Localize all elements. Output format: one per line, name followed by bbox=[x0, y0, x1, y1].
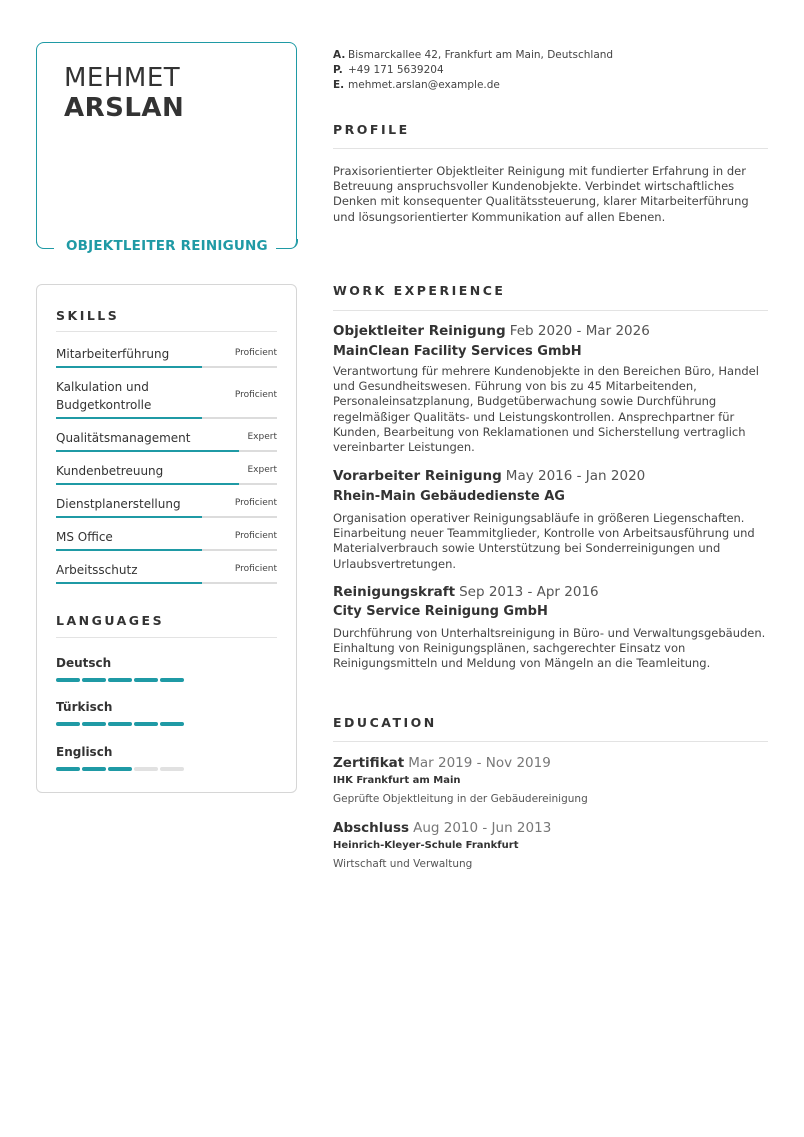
skill-bar-fill bbox=[56, 417, 202, 419]
education-header bbox=[333, 755, 551, 771]
skill-level: Proficient bbox=[234, 498, 277, 508]
skill-bar-fill bbox=[56, 450, 239, 452]
skill-name: Kalkulation und Budgetkontrolle bbox=[56, 380, 152, 412]
skill-name: Mitarbeiterführung bbox=[56, 347, 170, 361]
profile-heading: PROFILE bbox=[333, 122, 410, 137]
education-dates: Mar 2019 - Nov 2019 bbox=[408, 755, 551, 771]
skill-bar-fill bbox=[56, 366, 202, 368]
language-item bbox=[56, 745, 112, 759]
language-name: Englisch bbox=[56, 745, 113, 759]
education-field: Wirtschaft und Verwaltung bbox=[333, 858, 473, 870]
level-dot-filled bbox=[134, 678, 158, 682]
education-dates: Aug 2010 - Jun 2013 bbox=[413, 820, 552, 836]
address-value: Bismarckallee 42, Frankfurt am Main, Deutschland bbox=[348, 49, 614, 61]
contact-phone bbox=[333, 64, 444, 76]
experience-divider bbox=[333, 310, 768, 311]
first-name: MEHMET bbox=[64, 63, 181, 93]
contact-email bbox=[333, 79, 500, 91]
job-dates: Sep 2013 - Apr 2016 bbox=[459, 584, 599, 600]
level-dot-filled bbox=[108, 722, 132, 726]
education-degree: Zertifikat bbox=[333, 755, 405, 771]
job-title: Vorarbeiter Reinigung bbox=[333, 468, 502, 484]
skills-heading: SKILLS bbox=[56, 308, 120, 323]
skill-bar-fill bbox=[56, 582, 202, 584]
skills-divider bbox=[56, 331, 277, 332]
language-level-dots bbox=[56, 722, 191, 726]
skill-level: Proficient bbox=[234, 564, 277, 574]
contact-address bbox=[333, 49, 613, 61]
education-school: IHK Frankfurt am Main bbox=[333, 775, 461, 786]
job-company: City Service Reinigung GmbH bbox=[333, 604, 548, 619]
skill-item bbox=[56, 462, 277, 480]
email-label: E. bbox=[333, 79, 345, 91]
job-header bbox=[333, 584, 599, 600]
level-dot-filled bbox=[108, 678, 132, 682]
education-field: Geprüfte Objektleitung in der Gebäudereinigung bbox=[333, 793, 588, 805]
job-title: Objektleiter Reinigung bbox=[333, 323, 506, 339]
skill-item bbox=[56, 495, 277, 513]
skill-bar-fill bbox=[56, 516, 202, 518]
level-dot-filled bbox=[160, 722, 184, 726]
skill-bar-fill bbox=[56, 483, 239, 485]
language-name: Deutsch bbox=[56, 656, 112, 670]
name-box-corner-left bbox=[36, 239, 54, 249]
job-description: Organisation operativer Reinigungsabläufe in größeren Liegenschaften. Einarbeitung neuer Teammitglieder, Kontrolle von Arbeitsausführung und Materialverbrauch sowie Unterstützung bei Sonderreinigungen und Urlaubsvertretungen. bbox=[333, 511, 755, 571]
level-dot-empty bbox=[134, 767, 158, 771]
level-dot-filled bbox=[82, 678, 106, 682]
job-header bbox=[333, 323, 650, 339]
level-dot-filled bbox=[160, 678, 184, 682]
skill-bar-track bbox=[56, 450, 277, 452]
education-heading: EDUCATION bbox=[333, 715, 437, 730]
job-dates: May 2016 - Jan 2020 bbox=[505, 468, 646, 484]
language-item bbox=[56, 656, 111, 670]
language-level-dots bbox=[56, 767, 191, 771]
skill-bar-fill bbox=[56, 549, 202, 551]
level-dot-filled bbox=[82, 722, 106, 726]
experience-heading: WORK EXPERIENCE bbox=[333, 283, 506, 298]
language-item bbox=[56, 700, 112, 714]
job-company: Rhein-Main Gebäudedienste AG bbox=[333, 489, 565, 504]
education-header bbox=[333, 820, 551, 836]
job-title: OBJEKTLEITER REINIGUNG bbox=[58, 238, 276, 254]
level-dot-filled bbox=[56, 767, 80, 771]
name-box bbox=[36, 42, 297, 249]
skill-name: Kundenbetreuung bbox=[56, 464, 164, 478]
profile-text: Praxisorientierter Objektleiter Reinigung mit fundierter Erfahrung in der Betreuung anspruchsvoller Kundenobjekte. Verbindet wirtschaftliches Denken mit konsequenter Qualitätssteuerung, klarer Mitarbeiterführung und lösungsorientierter Kommunikation auf allen Ebenen. bbox=[333, 164, 749, 224]
skill-level: Expert bbox=[247, 465, 277, 475]
phone-label: P. bbox=[333, 64, 343, 76]
skill-level: Proficient bbox=[234, 348, 277, 358]
skill-name: Dienstplanerstellung bbox=[56, 497, 181, 511]
address-label: A. bbox=[333, 49, 346, 61]
skill-level: Expert bbox=[247, 432, 277, 442]
skill-bar-track bbox=[56, 483, 277, 485]
level-dot-filled bbox=[134, 722, 158, 726]
skills-languages-card bbox=[36, 284, 297, 793]
level-dot-filled bbox=[82, 767, 106, 771]
job-dates: Feb 2020 - Mar 2026 bbox=[509, 323, 650, 339]
skill-name: Qualitätsmanagement bbox=[56, 431, 191, 445]
education-degree: Abschluss bbox=[333, 820, 410, 836]
education-school: Heinrich-Kleyer-Schule Frankfurt bbox=[333, 840, 519, 851]
skill-item bbox=[56, 345, 277, 363]
skill-item bbox=[56, 429, 277, 447]
job-company: MainClean Facility Services GmbH bbox=[333, 344, 582, 359]
skill-bar-track bbox=[56, 516, 277, 518]
level-dot-filled bbox=[56, 722, 80, 726]
skill-bar-track bbox=[56, 582, 277, 584]
skill-item bbox=[56, 528, 277, 546]
job-description: Verantwortung für mehrere Kundenobjekte in den Bereichen Büro, Handel und Gesundheitswesen. Führung von bis zu 45 Mitarbeitenden, Personaleinsatzplanung, Budgetüberwachung sowie Durchführung regelmäßiger Qualitäts- und Leistungskontrollen. Ansprechpartner für Kunden, Bearbeitung von Reklamationen und Sicherstellung vertraglich vereinbarter Leistungen. bbox=[333, 364, 759, 455]
skill-bar-track bbox=[56, 366, 277, 368]
language-level-dots bbox=[56, 678, 191, 682]
skill-item bbox=[56, 378, 277, 414]
skill-level: Proficient bbox=[234, 531, 277, 541]
skill-name: MS Office bbox=[56, 530, 113, 544]
level-dot-filled bbox=[56, 678, 80, 682]
profile-divider bbox=[333, 148, 768, 149]
last-name: ARSLAN bbox=[64, 93, 185, 123]
job-header bbox=[333, 468, 645, 484]
job-description: Durchführung von Unterhaltsreinigung in Büro- und Verwaltungsgebäuden. Einhaltung von Reinigungsplänen, sachgerechter Einsatz von Reinigungsmitteln und Meldung von Mängeln an die Teamleitung. bbox=[333, 626, 766, 671]
skill-item bbox=[56, 561, 277, 579]
phone-value[interactable]: +49 171 5639204 bbox=[348, 64, 444, 76]
level-dot-filled bbox=[108, 767, 132, 771]
education-divider bbox=[333, 741, 768, 742]
job-title: Reinigungskraft bbox=[333, 584, 456, 600]
skill-bar-track bbox=[56, 417, 277, 419]
languages-divider bbox=[56, 637, 277, 638]
skill-level: Proficient bbox=[234, 390, 277, 400]
languages-heading: LANGUAGES bbox=[56, 613, 165, 628]
skill-bar-track bbox=[56, 549, 277, 551]
skill-name: Arbeitsschutz bbox=[56, 563, 138, 577]
level-dot-empty bbox=[160, 767, 184, 771]
email-value[interactable]: mehmet.arslan@example.de bbox=[348, 79, 500, 91]
language-name: Türkisch bbox=[56, 700, 113, 714]
